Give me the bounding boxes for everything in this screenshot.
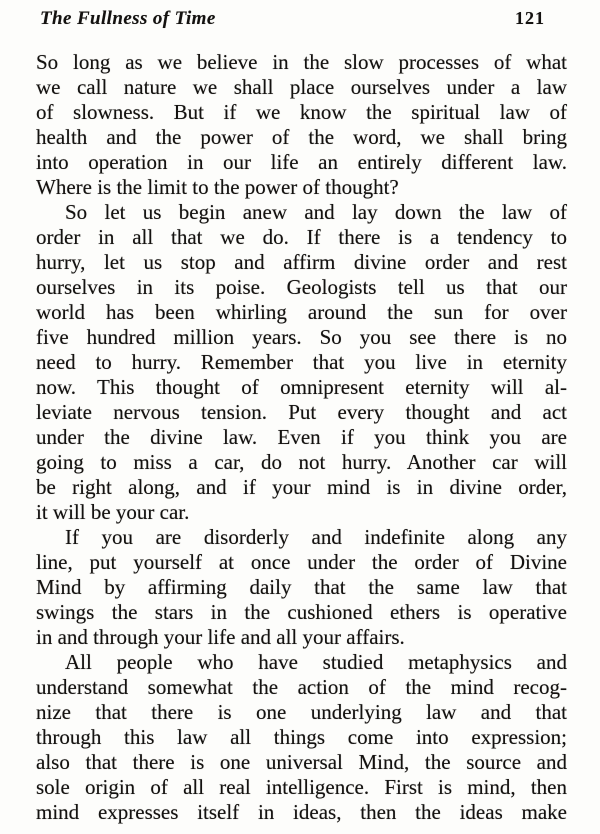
text-line: nize that there is one underlying law and that	[36, 700, 567, 724]
text-line: need to hurry. Remember that you live in eternity	[36, 350, 567, 374]
text-line: world has been whirling around the sun for over	[36, 300, 567, 324]
page-number: 121	[515, 8, 545, 28]
text-line: If you are disorderly and indefinite along any	[65, 525, 567, 549]
text-line: So long as we believe in the slow processes of what	[36, 50, 567, 74]
text-line: mind expresses itself in ideas, then the ideas make	[36, 800, 567, 824]
text-line: sole origin of all real intelligence. First is mind, then	[36, 775, 567, 799]
text-line: Mind by affirming daily that the same law that	[36, 575, 567, 599]
running-header-title: The Fullness of Time	[40, 8, 216, 29]
paragraph	[36, 200, 567, 525]
text-line: into operation in our life an entirely different law.	[36, 150, 567, 174]
text-line: understand somewhat the action of the mind recog-	[36, 675, 567, 699]
text-line: through this law all things come into expression;	[36, 725, 567, 749]
text-line: swings the stars in the cushioned ethers is operative	[36, 600, 567, 624]
text-line: going to miss a car, do not hurry. Another car will	[36, 450, 567, 474]
text-line: leviate nervous tension. Put every thought and act	[36, 400, 567, 424]
text-line: also that there is one universal Mind, the source and	[36, 750, 567, 774]
text-line: order in all that we do. If there is a tendency to	[36, 225, 567, 249]
text-line: now. This thought of omnipresent eternity will al-	[36, 375, 567, 399]
text-line: five hundred million years. So you see there is no	[36, 325, 567, 349]
text-line: in and through your life and all your affairs.	[36, 625, 405, 649]
text-line: hurry, let us stop and affirm divine order and rest	[36, 250, 567, 274]
text-line: ourselves in its poise. Geologists tell us that our	[36, 275, 567, 299]
text-line: we call nature we shall place ourselves under a law	[36, 75, 567, 99]
text-line: it will be your car.	[36, 500, 190, 524]
paragraph	[36, 525, 567, 650]
page-body	[36, 50, 567, 825]
text-line: So let us begin anew and lay down the law of	[65, 200, 567, 224]
text-line: be right along, and if your mind is in divine order,	[36, 475, 567, 499]
text-line: line, put yourself at once under the order of Divine	[36, 550, 567, 574]
paragraph	[36, 650, 567, 825]
text-line: All people who have studied metaphysics and	[65, 650, 567, 674]
text-line: Where is the limit to the power of thought?	[36, 175, 399, 199]
text-line: of slowness. But if we know the spiritual law of	[36, 100, 567, 124]
running-header	[36, 8, 567, 30]
paragraph	[36, 50, 567, 200]
text-line: health and the power of the word, we shall bring	[36, 125, 567, 149]
text-line: under the divine law. Even if you think you are	[36, 425, 567, 449]
